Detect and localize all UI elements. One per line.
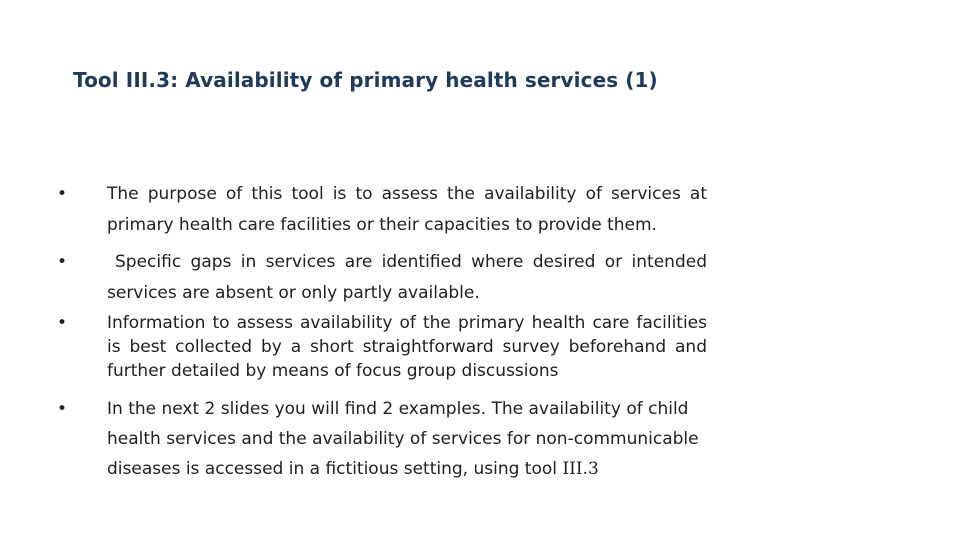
- bullet-item: [57, 311, 717, 383]
- bullet-dot-icon: •: [57, 184, 68, 204]
- bullet-text: Specific gaps in services are identified where desired or intended services are absent or only partly available.: [107, 252, 707, 303]
- bullet-text: The purpose of this tool is to assess the availability of services at primary health care facilities or their capacities to provide them.: [107, 184, 707, 235]
- bullet-item: [57, 247, 717, 309]
- bullet-text-container: [107, 394, 707, 484]
- bullet-text: In the next 2 slides you will find 2 examples. The availability of child health services and the availability of services for non-communicable diseases is accessed in a fictitious setting, using tool: [107, 399, 699, 479]
- bullet-text: Information to assess availability of the primary health care facilities is best collected by a short straightforward survey beforehand and further detailed by means of focus group discussions: [107, 313, 707, 381]
- tool-reference: III.3: [562, 459, 599, 479]
- bullet-item: [57, 394, 717, 484]
- bullet-dot-icon: •: [57, 252, 68, 272]
- bullet-dot-icon: •: [57, 313, 68, 333]
- bullet-item: [57, 179, 717, 241]
- bullet-dot-icon: •: [57, 399, 68, 419]
- slide-title: Tool III.3: Availability of primary health services (1): [73, 68, 658, 92]
